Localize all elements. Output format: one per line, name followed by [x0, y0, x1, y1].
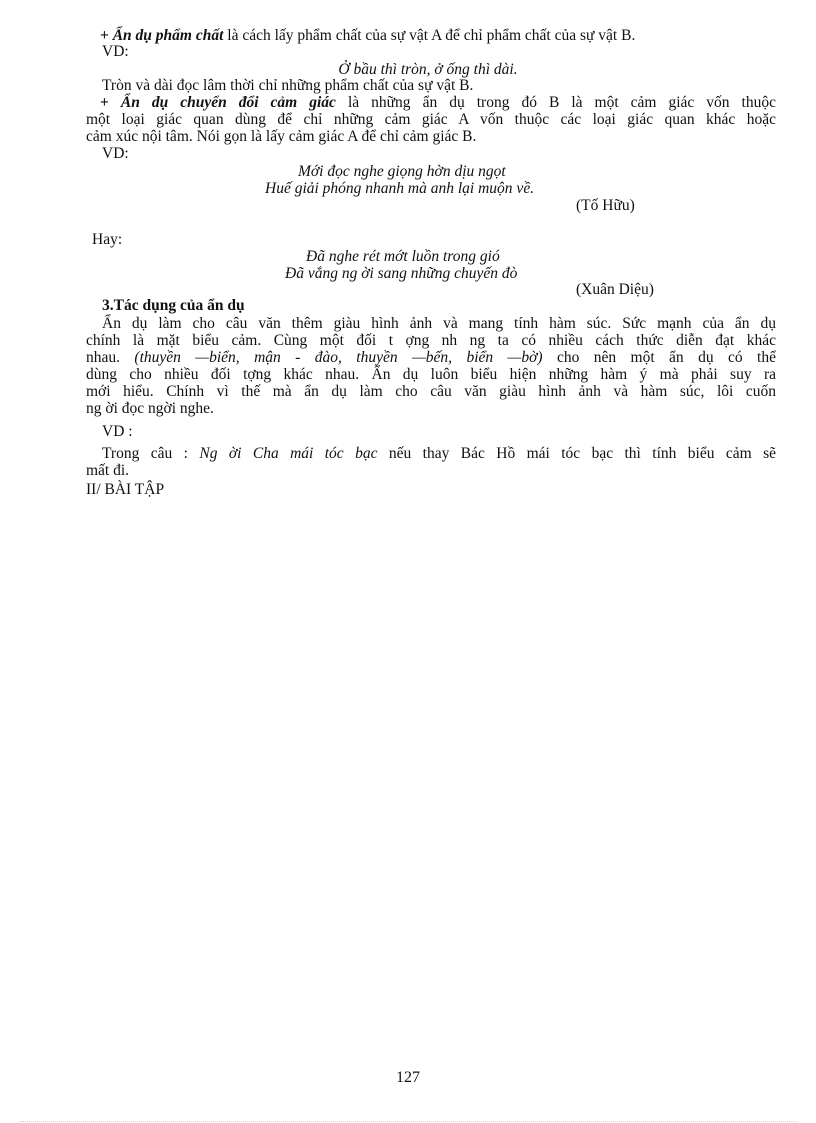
definition-text: là những ẩn dụ trong đó B là một cảm giác vốn thuộc	[335, 94, 776, 111]
footer-dotted-rule	[20, 1121, 796, 1122]
line-text: cho nên một ẩn dụ có thể	[542, 349, 776, 366]
example-quote-text: Ở bầu thì tròn, ở ống thì dài.	[338, 61, 518, 78]
metaphor-pairs: (thuyền —biển, mận - đào, thuyền —bến, biển —bờ)	[134, 349, 543, 366]
section-3-heading: 3.Tác dụng của ẩn dụ	[102, 297, 245, 314]
line-text: nếu thay Bác Hồ mái tóc bạc thì tính biểu cảm sẽ	[377, 445, 776, 462]
vd-label: VD:	[102, 145, 129, 162]
line-text: nhau.	[86, 349, 135, 366]
hay-label: Hay:	[92, 231, 123, 248]
page-number: 127	[396, 1069, 420, 1086]
trong-cau-line-1	[86, 446, 776, 462]
paragraph-chuyen-doi-line-1	[86, 95, 776, 111]
section-2-heading: II/ BÀI TẬP	[86, 481, 165, 498]
section-3-line-6: ng ời đọc ngời nghe.	[86, 400, 214, 417]
quoted-phrase: Ng ời Cha mái tóc bạc	[199, 445, 378, 462]
example-quote	[0, 62, 816, 78]
trong-cau-line-2: mất đi.	[86, 462, 130, 479]
paragraph-chuyen-doi-line-3: cảm xúc nội tâm. Nói gọn là lấy cảm giác A để chỉ cảm giác B.	[86, 128, 477, 145]
definition-text: là cách lấy phẩm chất của sự vật A để chỉ phẩm chất của sự vật B.	[223, 27, 636, 44]
paragraph-an-du-pham-chat	[100, 28, 635, 44]
poem2-line-1: Đã nghe rét mớt luồn trong gió	[306, 248, 500, 265]
section-3-line-5: mới hiểu. Chính vì thế mà ẩn dụ làm cho câu văn giàu hình ảnh và hàm súc, lôi cuốn	[86, 383, 776, 400]
vd-label: VD:	[102, 43, 129, 60]
poem1-author: (Tố Hữu)	[576, 197, 635, 214]
line-text: Trong câu :	[102, 445, 200, 462]
section-3-line-2: chính là mặt biểu cảm. Cùng một đối t ợng nh ng ta có nhiều cách thức diễn đạt khác	[86, 332, 776, 349]
section-3-line-1	[86, 316, 776, 332]
section-3-line-1-text: Ẩn dụ làm cho câu văn thêm giàu hình ảnh và mang tính hàm súc. Sức mạnh của ẩn dụ	[102, 315, 776, 332]
term-an-du-pham-chat: Ẩn dụ phẩm chất	[112, 27, 224, 44]
vd-label: VD :	[102, 423, 133, 440]
explanation-text: Tròn và dài đọc lâm thời chỉ những phẩm chất của sự vật B.	[102, 77, 474, 94]
poem1-line-2: Huế giải phóng nhanh mà anh lại muộn về.	[265, 180, 535, 197]
section-3-line-3	[86, 350, 776, 366]
poem2-line-2: Đã vắng ng ời sang những chuyến đò	[285, 265, 518, 282]
poem1-line-1: Mới đọc nghe giọng hờn dịu ngọt	[298, 163, 506, 180]
poem2-author: (Xuân Diệu)	[576, 281, 654, 298]
bullet: +	[100, 27, 113, 44]
paragraph-chuyen-doi-line-2: một loại giác quan dùng để chỉ những cảm giác A vốn thuộc các loại giác quan khác hoặc	[86, 111, 776, 128]
bullet: +	[100, 94, 121, 111]
term-an-du-chuyen-doi-cam-giac: Ẩn dụ chuyển đổi cảm giác	[120, 94, 336, 111]
section-3-line-4: dùng cho nhiều đối tợng khác nhau. Ẩn dụ luôn biểu hiện những hàm ý mà phải suy ra	[86, 366, 776, 383]
